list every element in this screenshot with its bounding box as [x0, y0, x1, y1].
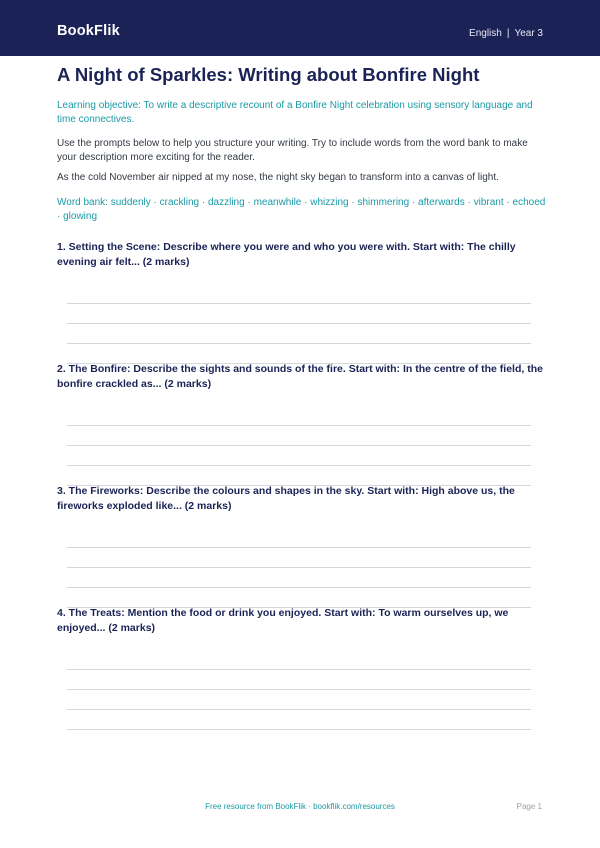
- answer-line[interactable]: [67, 465, 531, 466]
- answer-line[interactable]: [67, 709, 531, 710]
- opening-sentence: As the cold November air nipped at my nose, the night sky began to transform into a canvas of light.: [57, 172, 499, 183]
- subject-year-label: [469, 28, 543, 39]
- answer-line[interactable]: [67, 303, 531, 304]
- answer-line[interactable]: [67, 323, 531, 324]
- brand-logo-text: BookFlik: [57, 23, 120, 39]
- page-header: [0, 0, 600, 56]
- subject-separator: |: [506, 28, 510, 39]
- question-1: 1. Setting the Scene: Describe where you were and who you were with. Start with: The chilly evening air felt... (2 marks): [57, 241, 516, 268]
- answer-line[interactable]: [67, 587, 531, 588]
- answer-line[interactable]: [67, 669, 531, 670]
- answer-line[interactable]: [67, 425, 531, 426]
- word-bank: Word bank: suddenly · crackling · dazzling · meanwhile · whizzing · shimmering · afterwards · vibrant · echoed · glowing: [57, 197, 546, 222]
- question-4: 4. The Treats: Mention the food or drink you enjoyed. Start with: To warm ourselves up, we enjoyed... (2 marks): [57, 607, 509, 634]
- answer-line[interactable]: [67, 445, 531, 446]
- footer-credit-link[interactable]: Free resource from BookFlik · bookflik.com/resources: [205, 802, 395, 811]
- question-3: 3. The Fireworks: Describe the colours and shapes in the sky. Start with: High above us, the fireworks exploded like... (2 marks): [57, 485, 515, 512]
- answer-line[interactable]: [67, 343, 531, 344]
- page-title: A Night of Sparkles: Writing about Bonfire Night: [57, 64, 480, 85]
- answer-line[interactable]: [67, 547, 531, 548]
- answer-line[interactable]: [67, 567, 531, 568]
- instructions-text: Use the prompts below to help you structure your writing. Try to include words from the word bank to make your description more exciting for the reader.: [57, 138, 528, 163]
- answer-line[interactable]: [67, 729, 531, 730]
- question-2: 2. The Bonfire: Describe the sights and sounds of the fire. Start with: In the centre of the field, the bonfire crackled as... (2 marks): [57, 363, 543, 390]
- page-number: Page 1: [516, 802, 542, 811]
- year-label: Year 3: [514, 28, 543, 39]
- answer-line[interactable]: [67, 689, 531, 690]
- learning-objective: Learning objective: To write a descriptive recount of a Bonfire Night celebration using sensory language and time connectives.: [57, 100, 533, 125]
- subject-label: English: [469, 28, 502, 39]
